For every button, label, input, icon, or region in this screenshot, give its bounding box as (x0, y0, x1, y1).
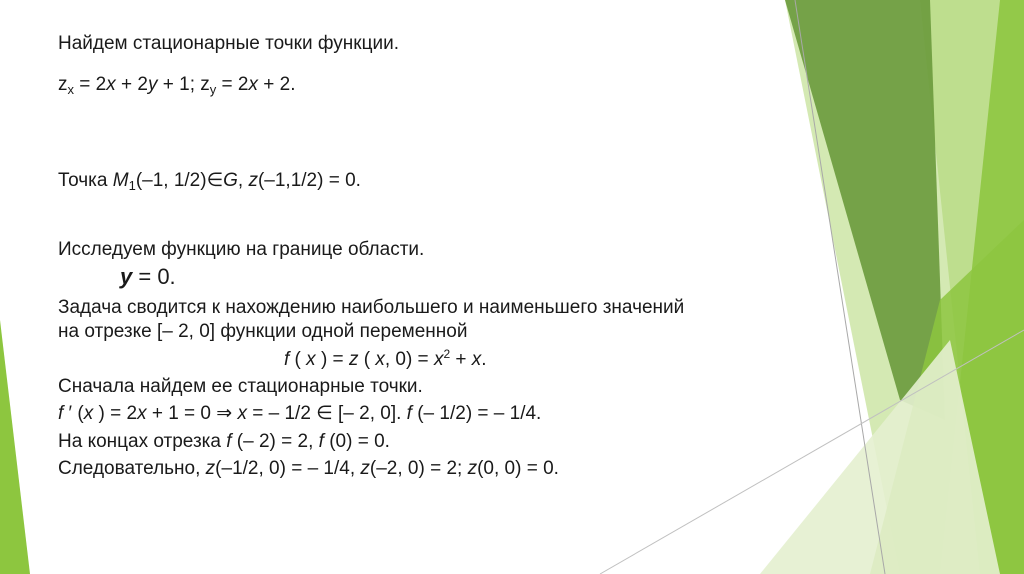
text-italic: x (106, 74, 116, 95)
text-fragment: Точка (58, 170, 113, 191)
text-fragment: + (450, 349, 472, 370)
text-fragment: ) = (315, 349, 349, 370)
text-fragment: (– 1/2) = – 1/4. (411, 403, 542, 424)
text-fragment: Следовательно, (58, 458, 206, 479)
text-fragment: ′ ( (63, 403, 84, 424)
text-italic: f (318, 431, 324, 452)
text-fragment: z (58, 74, 68, 95)
text-italic: f (58, 403, 64, 424)
text-line-9: Сначала найдем ее стационарные точки. (58, 376, 423, 397)
text-line-5 (120, 266, 176, 288)
text-bold-italic: y (120, 264, 133, 289)
text-italic: x (248, 74, 258, 95)
text-fragment: (0) = 0. (323, 431, 390, 452)
text-italic: G (223, 170, 238, 191)
text-line-6: Задача сводится к нахождению наибольшего и наименьшего значений (58, 297, 685, 318)
text-fragment: ( (289, 349, 307, 370)
text-fragment: + 1 = 0 ⇒ (146, 403, 238, 424)
text-line-7: на отрезке [– 2, 0] функции одной переменной (58, 321, 468, 342)
text-italic: y (147, 74, 158, 95)
text-italic: f (226, 431, 232, 452)
text-italic: z (205, 458, 216, 479)
text-line-11 (58, 431, 390, 453)
text-italic: z (248, 170, 258, 191)
text-italic: z (360, 458, 370, 479)
text-fragment: (–1, 1/2)∈ (135, 170, 224, 191)
text-subscript: x (67, 82, 74, 97)
text-fragment: + 1; z (157, 74, 210, 95)
text-italic: f (284, 349, 290, 370)
text-line-10 (58, 403, 541, 425)
text-superscript: 2 (443, 347, 451, 361)
text-fragment: + 2. (257, 74, 296, 95)
text-fragment: , 0) = (384, 349, 434, 370)
text-italic: x (83, 403, 94, 424)
text-italic: x (137, 403, 147, 424)
text-italic: f (406, 403, 412, 424)
text-line-4: Исследуем функцию на границе области. (58, 239, 425, 260)
text-fragment: = 0. (132, 264, 176, 289)
text-subscript: y (209, 82, 217, 97)
text-line-12 (58, 458, 559, 480)
text-italic: x (237, 403, 247, 424)
text-fragment: (–1/2, 0) = – 1/4, (215, 458, 361, 479)
text-line-2 (58, 74, 295, 96)
text-italic: z (467, 458, 478, 479)
text-italic: z (348, 349, 359, 370)
text-line-8 (284, 349, 487, 371)
text-fragment: (– 2) = 2, (231, 431, 319, 452)
text-fragment: + 2 (115, 74, 148, 95)
text-fragment: ( (358, 349, 376, 370)
text-fragment: . (481, 349, 487, 370)
text-subscript: 1 (128, 178, 136, 193)
text-italic: x (375, 349, 385, 370)
text-fragment: ) = 2 (93, 403, 138, 424)
left-green-sliver (0, 320, 30, 574)
text-fragment: На концах отрезка (58, 431, 227, 452)
text-italic: x (433, 349, 444, 370)
text-fragment: (–1,1/2) = 0. (257, 170, 361, 191)
text-italic: x (306, 349, 316, 370)
text-italic: M (112, 170, 129, 191)
text-fragment: = 2 (216, 74, 249, 95)
text-line-1: Найдем стационарные точки функции. (58, 33, 399, 54)
text-fragment: (0, 0) = 0. (477, 458, 559, 479)
text-fragment: (–2, 0) = 2; (369, 458, 468, 479)
text-line-3 (58, 170, 361, 192)
text-italic: x (471, 349, 482, 370)
text-fragment: = – 1/2 ∈ [– 2, 0]. (246, 403, 407, 424)
text-fragment: = 2 (74, 74, 107, 95)
text-fragment: , (237, 170, 249, 191)
